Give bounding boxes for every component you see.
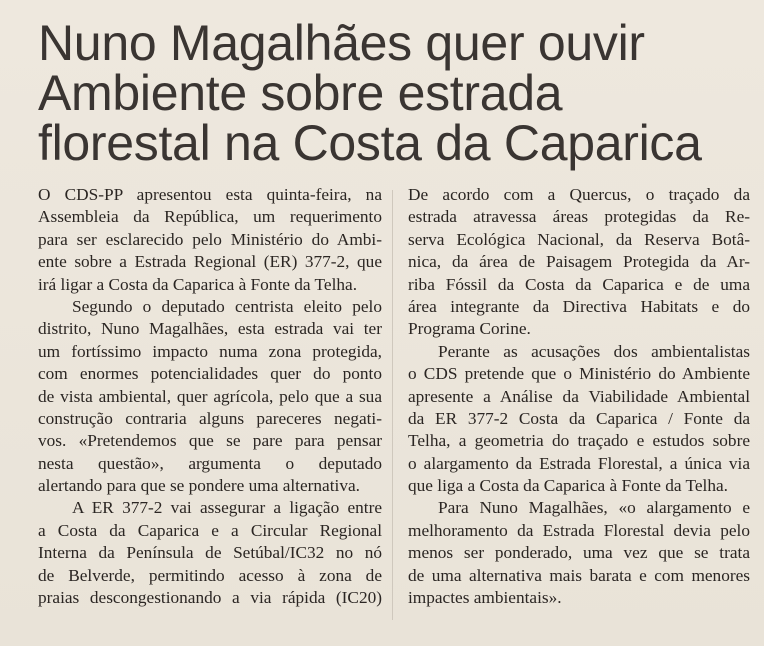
paragraph-1 bbox=[38, 184, 382, 296]
text-line: de Belverde, permitindo acesso à zona de bbox=[38, 565, 382, 585]
text-line: para ser esclarecido pelo Ministério do Ambi- bbox=[38, 229, 382, 249]
headline-line: florestal na Costa da Caparica bbox=[38, 115, 702, 171]
headline-line: Ambiente sobre estrada bbox=[38, 65, 563, 121]
text-line: impactes ambientais». bbox=[408, 588, 562, 608]
text-line: nica, da área de Paisagem Protegida da Ar- bbox=[408, 252, 750, 272]
text-line: um fortíssimo impacto numa zona protegida, bbox=[38, 341, 382, 361]
text-line: de vista ambiental, quer agrícola, pelo que a sua bbox=[38, 386, 382, 406]
paragraph-2 bbox=[38, 296, 382, 498]
paragraph-4 bbox=[408, 184, 750, 341]
column-divider bbox=[392, 190, 393, 620]
paragraph-3 bbox=[38, 497, 382, 609]
text-line: Segundo o deputado centrista eleito pelo bbox=[72, 296, 382, 316]
text-line: A ER 377-2 vai assegurar a ligação entre bbox=[72, 498, 382, 518]
text-line: área integrante da Directiva Habitats e do bbox=[408, 296, 750, 316]
text-line: ente sobre a Estrada Regional (ER) 377-2, que bbox=[38, 252, 382, 272]
text-line: com enormes potencialidades quer do ponto bbox=[38, 364, 382, 384]
text-line: que liga a Costa da Caparica à Fonte da Telha. bbox=[408, 476, 728, 496]
article-headline bbox=[38, 15, 758, 171]
text-line: apresente a Análise da Viabilidade Ambiental bbox=[408, 386, 750, 406]
text-line: irá ligar a Costa da Caparica à Fonte da Telha. bbox=[38, 274, 358, 294]
text-line: Assembleia da República, um requerimento bbox=[38, 207, 382, 227]
article-column-left bbox=[38, 184, 382, 609]
text-line: praias descongestionando a via rápida (IC20) bbox=[38, 588, 382, 608]
text-line: o alargamento da Estrada Florestal, a única via bbox=[408, 453, 750, 473]
text-line: distrito, Nuno Magalhães, esta estrada vai ter bbox=[38, 319, 382, 339]
text-line: estrada atravessa áreas protegidas da Re- bbox=[408, 207, 750, 227]
headline-line: Nuno Magalhães quer ouvir bbox=[38, 15, 645, 71]
text-line: riba Fóssil da Costa da Caparica e de uma bbox=[408, 274, 750, 294]
text-line: Interna da Península de Setúbal/IC32 no nó bbox=[38, 543, 382, 563]
text-line: melhoramento da Estrada Florestal devia pelo bbox=[408, 520, 750, 540]
text-line: Para Nuno Magalhães, «o alargamento e bbox=[438, 498, 750, 518]
article-column-right bbox=[408, 184, 750, 609]
text-line: Programa Corine. bbox=[408, 319, 531, 339]
text-line: menos ser ponderado, uma vez que se trata bbox=[408, 543, 750, 563]
text-line: Telha, a geometria do traçado e estudos sobre bbox=[408, 431, 750, 451]
text-line: serva Ecológica Nacional, da Reserva Botâ- bbox=[408, 229, 750, 249]
text-line: da ER 377-2 Costa da Caparica / Fonte da bbox=[408, 408, 750, 428]
text-line: alertando para que se pondere uma alternativa. bbox=[38, 476, 360, 496]
paragraph-6 bbox=[408, 497, 750, 609]
text-line: a Costa da Caparica e a Circular Regional bbox=[38, 520, 382, 540]
text-line: Perante as acusações dos ambientalistas bbox=[438, 341, 750, 361]
paragraph-5 bbox=[408, 341, 750, 498]
text-line: nesta questão», argumenta o deputado bbox=[38, 453, 382, 473]
text-line: O CDS-PP apresentou esta quinta-feira, na bbox=[38, 185, 382, 204]
text-line: vos. «Pretendemos que se pare para pensar bbox=[38, 431, 382, 451]
text-line: De acordo com a Quercus, o traçado da bbox=[408, 185, 750, 204]
text-line: construção contraria alguns pareceres negati- bbox=[38, 408, 382, 428]
text-line: o CDS pretende que o Ministério do Ambiente bbox=[408, 364, 750, 384]
text-line: de uma alternativa mais barata e com menores bbox=[408, 565, 750, 585]
